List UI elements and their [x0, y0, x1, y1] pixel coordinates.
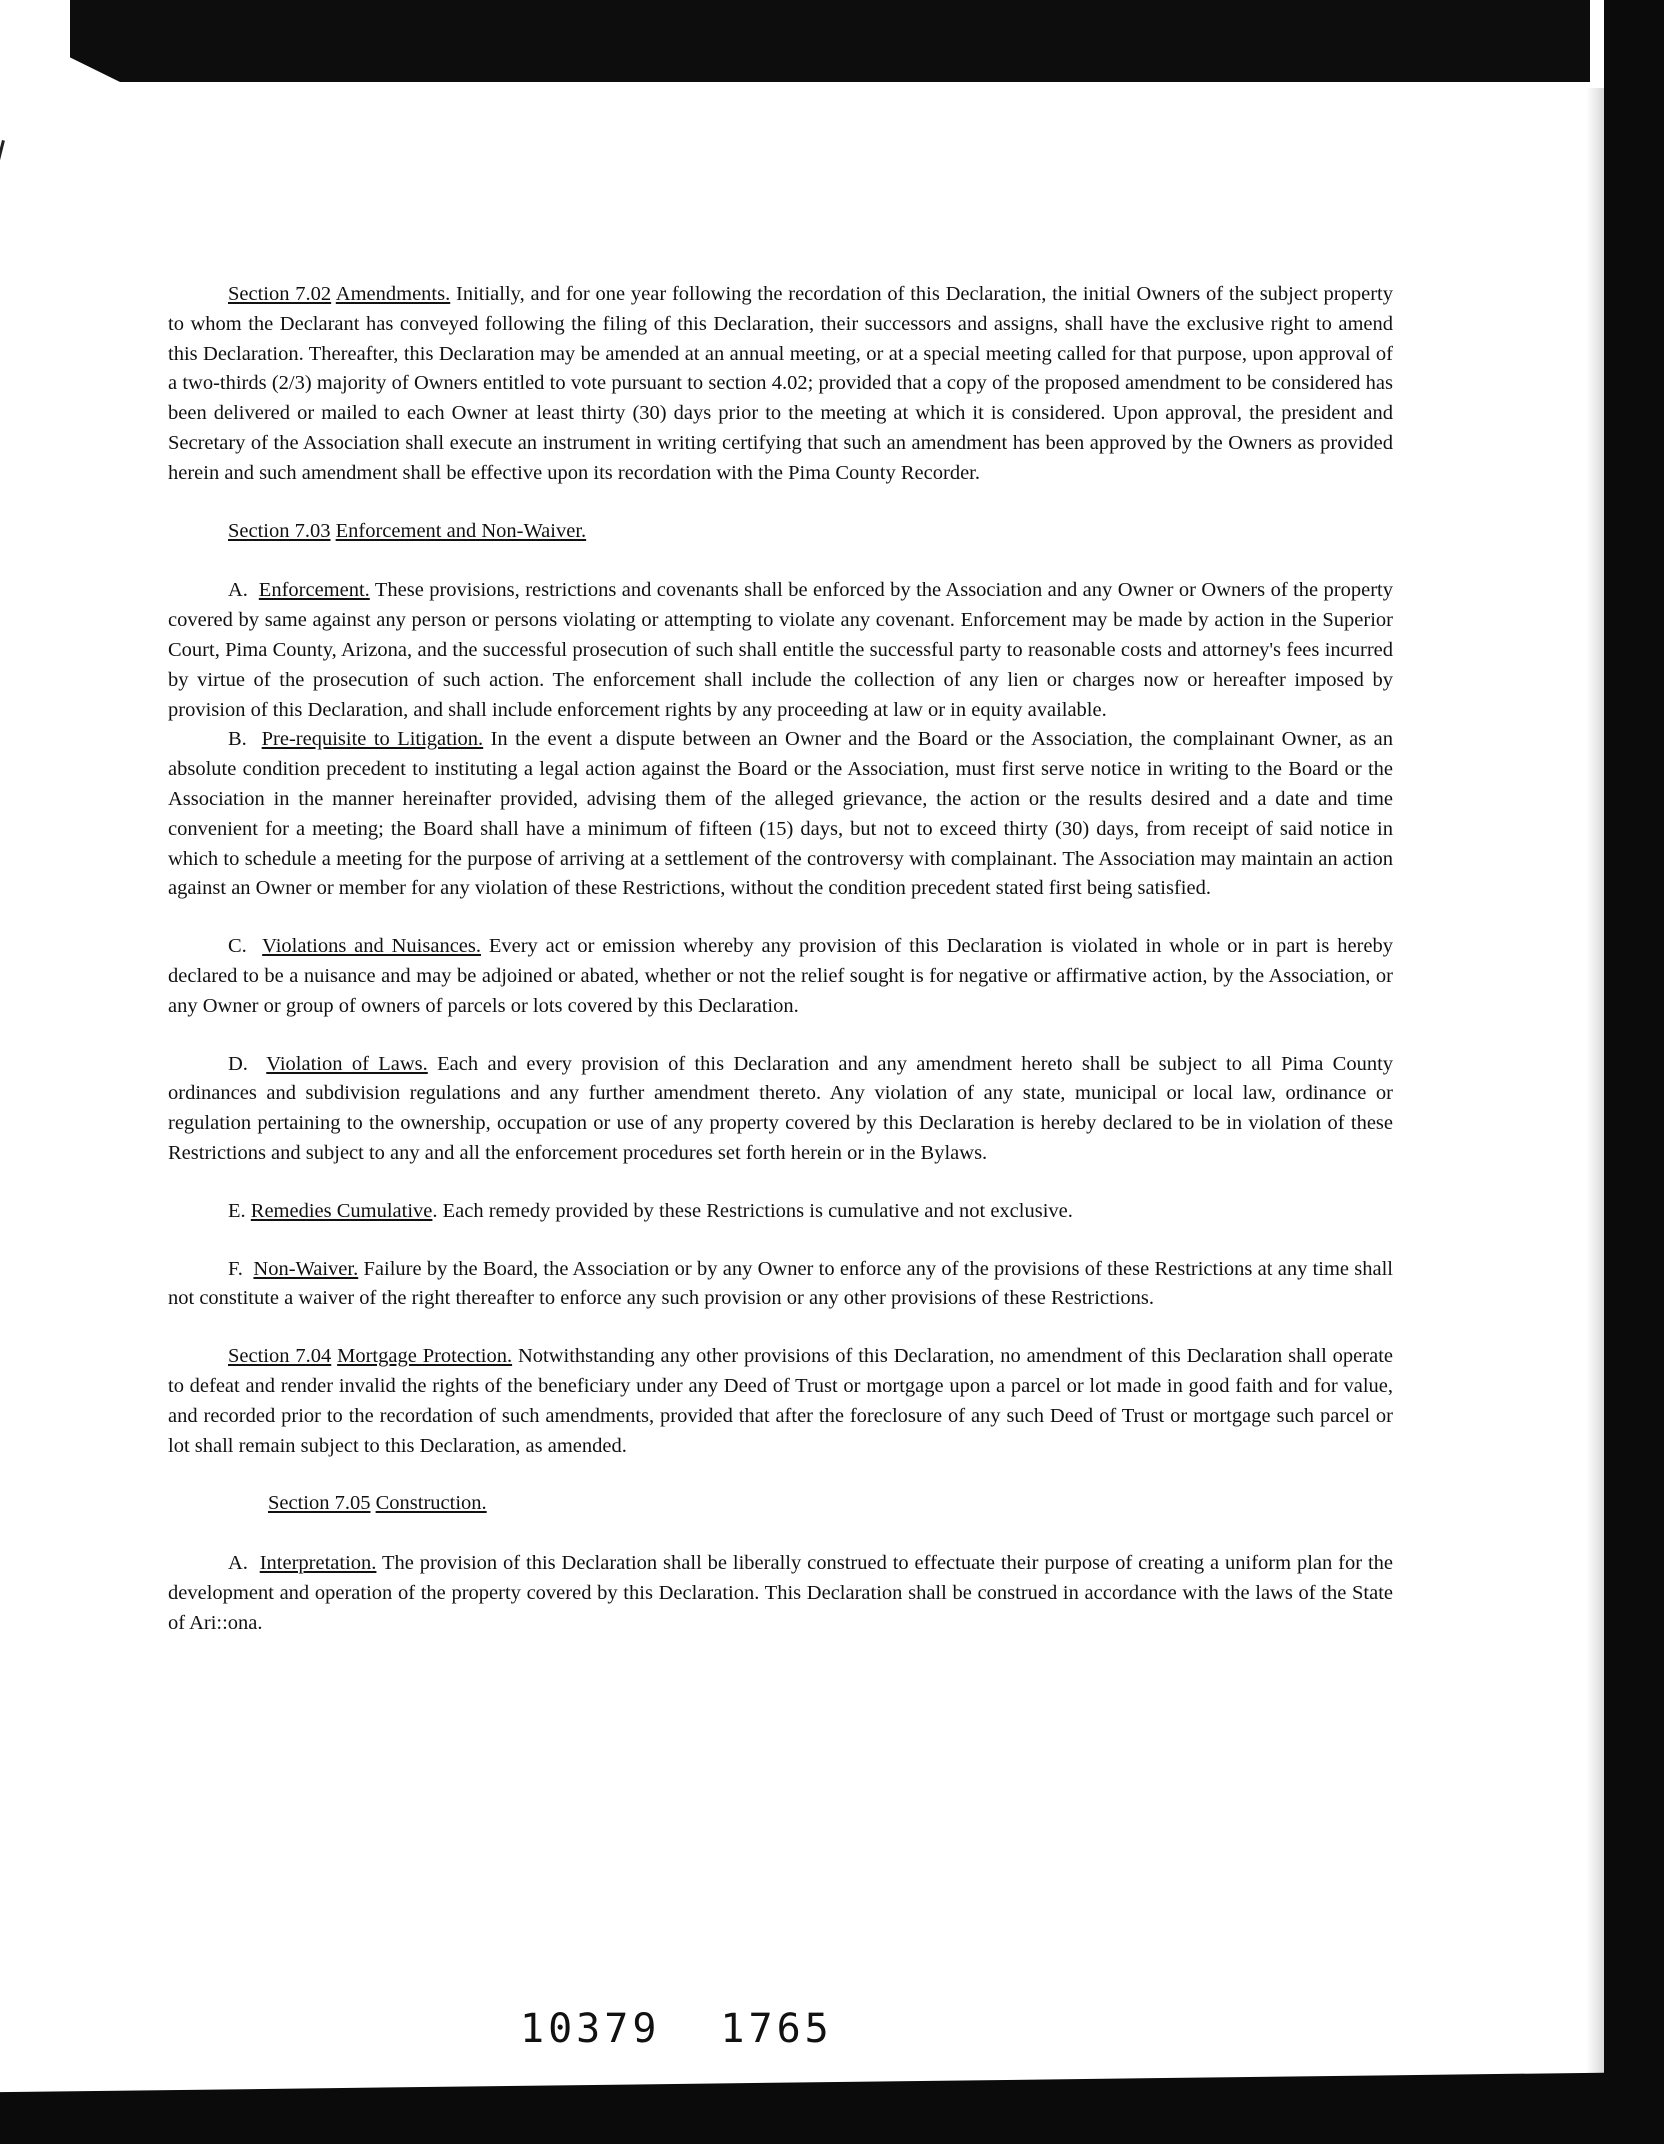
section-7-05-a-title: Interpretation.: [259, 1552, 377, 1575]
section-7-03-heading: Section 7.03: [228, 519, 331, 542]
subsection-f-text: Failure by the Board, the Association or by any Owner to enforce any of the provisions of these Restrictions at any time shall not constitute a waiver of the right thereafter to enforce any such provision or any other provisions of these Restrictions.: [168, 1257, 1393, 1310]
subsection-b-title: Pre-requisite to Litigation.: [261, 728, 484, 751]
subsection-a-title: Enforcement.: [258, 579, 370, 602]
section-7-04-heading: Section 7.04: [228, 1345, 332, 1368]
subsection-a-label: A.: [228, 579, 248, 602]
subsection-c: [168, 932, 1393, 1021]
section-7-03-title: Enforcement and Non-Waiver.: [335, 519, 587, 542]
subsection-d-label: D.: [228, 1052, 248, 1075]
subsection-f-label: F.: [228, 1257, 243, 1280]
section-7-05-title: Construction.: [375, 1492, 487, 1515]
section-7-02-title: Amendments.: [335, 283, 451, 305]
scan-border-bottom: [0, 2072, 1664, 2144]
section-7-04: [168, 1342, 1393, 1461]
scan-border-right: [1604, 0, 1664, 2144]
recording-number: [520, 2006, 833, 2052]
section-7-05: [168, 1489, 1393, 1519]
scan-border-top: [70, 0, 1590, 82]
scan-shadow-right: [1586, 88, 1604, 2078]
subsection-d-text: Each and every provision of this Declaration and any amendment hereto shall be subject to all Pima County ordinances and subdivision regulations and any further amendment thereto. Any violation of any state, municipal or local law, ordinance or regulation pertaining to the ownership, occupation or use of any property covered by this Declaration is hereby declared to be in violation of these Restrictions and subject to any and all the enforcement procedures set forth herein or in the Bylaws.: [168, 1052, 1394, 1164]
subsection-f-title: Non-Waiver.: [253, 1257, 359, 1280]
subsection-d-title: Violation of Laws.: [266, 1052, 428, 1075]
section-7-05-a: [168, 1549, 1393, 1638]
subsection-e-label: E.: [228, 1199, 246, 1222]
section-7-03: [168, 517, 1393, 547]
section-7-02-heading: Section 7.02: [228, 283, 332, 305]
subsection-a-text: These provisions, restrictions and covenants shall be enforced by the Association and any Owner or Owners of the property covered by same against any person or persons violating or attempting to violate any covenant. Enforcement may be made by action in the Superior Court, Pima County, Arizona, and the successful prosecution of such shall entitle the successful party to reasonable costs and attorney's fees incurred by virtue of the prosecution of such action. The enforcement shall include the collection of any lien or charges now or hereafter imposed by provision of this Declaration, and shall include enforcement rights by any proceeding at law or in equity available.: [168, 579, 1393, 721]
scan-line-left: [0, 140, 5, 325]
section-7-05-a-text: The provision of this Declaration shall be liberally construed to effectuate their purpose of creating a uniform plan for the development and operation of the property covered by this Declaration. This Declaration shall be construed in accordance with the laws of the State of Ari::ona.: [168, 1552, 1393, 1634]
subsection-c-title: Violations and Nuisances.: [262, 935, 481, 958]
subsection-b: [168, 725, 1393, 904]
subsection-c-label: C.: [228, 935, 247, 958]
section-7-04-title: Mortgage Protection.: [337, 1345, 513, 1368]
page-number: 1765: [720, 2006, 833, 2052]
subsection-b-text: In the event a dispute between an Owner and the Board or the Association, the complainant Owner, as an absolute condition precedent to instituting a legal action against the Board or the Association, must first serve notice in writing to the Board or the Association in the manner hereinafter provided, advising them of the alleged grievance, the action or the results desired and a date and time convenient for a meeting; the Board shall have a minimum of fifteen (15) days, but not to exceed thirty (30) days, from receipt of said notice in which to schedule a meeting for the purpose of arriving at a settlement of the controversy with complainant. The Association may maintain an action against an Owner or member for any violation of these Restrictions, without the condition precedent stated first being satisfied.: [168, 728, 1393, 900]
subsection-e: [168, 1197, 1393, 1227]
document-page: [168, 280, 1393, 1638]
subsection-c-text: Every act or emission whereby any provision of this Declaration is violated in whole or in part is hereby declared to be a nuisance and may be adjoined or abated, whether or not the relief sought is for negative or affirmative action, by the Association, or any Owner or group of owners of parcels or lots covered by this Declaration.: [168, 935, 1393, 1017]
subsection-b-label: B.: [228, 728, 247, 751]
subsection-e-title: Remedies Cumulative: [250, 1199, 433, 1222]
section-7-05-heading: Section 7.05: [268, 1492, 371, 1515]
section-7-02: [168, 280, 1393, 489]
docket-number: 10379: [520, 2006, 661, 2052]
subsection-e-text: . Each remedy provided by these Restrictions is cumulative and not exclusive.: [432, 1199, 1073, 1222]
section-7-05-a-label: A.: [228, 1552, 248, 1575]
subsection-a: [168, 576, 1393, 725]
subsection-f: [168, 1255, 1393, 1315]
section-7-02-text: Initially, and for one year following the recordation of this Declaration, the initial Owners of the subject property to whom the Declarant has conveyed following the filing of this Declaration, their successors and assigns, shall have the exclusive right to amend this Declaration. Thereafter, this Declaration may be amended at an annual meeting, or at a special meeting called for that purpose, upon approval of a two-thirds (2/3) majority of Owners entitled to vote pursuant to section 4.02; provided that a copy of the proposed amendment to be considered has been delivered or mailed to each Owner at least thirty (30) days prior to the meeting at which it is considered. Upon approval, the president and Secretary of the Association shall execute an instrument in writing certifying that such an amendment has been approved by the Owners as provided herein and such amendment shall be effective upon its recordation with the Pima County Recorder.: [168, 283, 1393, 484]
section-7-04-text: Notwithstanding any other provisions of this Declaration, no amendment of this Declaration shall operate to defeat and render invalid the rights of the beneficiary under any Deed of Trust or mortgage upon a parcel or lot made in good faith and for value, and recorded prior to the recordation of such amendments, provided that after the foreclosure of any such Deed of Trust or mortgage such parcel or lot shall remain subject to this Declaration, as amended.: [168, 1345, 1394, 1457]
subsection-d: [168, 1050, 1393, 1169]
